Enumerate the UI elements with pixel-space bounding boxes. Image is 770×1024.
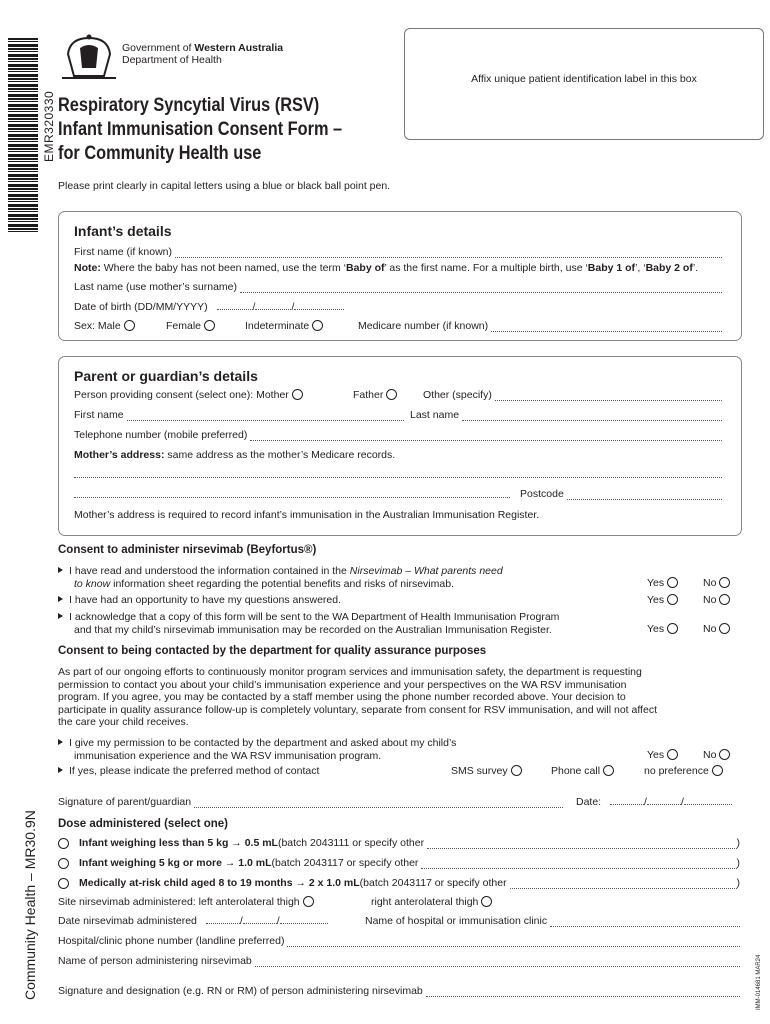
radio-circle-icon[interactable]	[511, 765, 522, 776]
postcode-field[interactable]: Postcode	[520, 488, 722, 500]
radio-circle-icon[interactable]	[719, 623, 730, 634]
hospital-name-field[interactable]: Name of hospital or immunisation clinic	[365, 915, 740, 927]
infant-note: Note: Where the baby has not been named, use the term ‘Baby of’ as the first name. For a multiple birth, use ‘Baby 1 of’, ‘Baby 2 of’.	[74, 262, 699, 274]
print-instruction: Please print clearly in capital letters using a blue or black ball point pen.	[58, 180, 391, 192]
radio-circle-icon[interactable]	[58, 838, 69, 849]
medicare-number-field[interactable]: Medicare number (if known)	[358, 320, 722, 332]
radio-circle-icon[interactable]	[481, 896, 492, 907]
emr-code: EMR320330	[42, 90, 56, 162]
telephone-field[interactable]: Telephone number (mobile preferred)	[74, 429, 722, 441]
consent-item-2: I have had an opportunity to have my questions answered.	[58, 594, 341, 606]
radio-circle-icon[interactable]	[667, 749, 678, 760]
infant-heading: Infant’s details	[74, 223, 172, 239]
address-note: Mother’s address is required to record infant’s immunisation in the Australian Immunisation Register.	[74, 509, 540, 521]
parent-last-name-field[interactable]: Last name	[410, 409, 722, 421]
qa-no[interactable]: No	[703, 749, 730, 761]
patient-label-box: Affix unique patient identification label in this box	[404, 28, 764, 140]
department-name: Department of Health	[122, 54, 222, 66]
consent-item-1: I have read and understood the information contained in the Nirsevimab – What parents need to know information sheet regarding the potential benefits and risks of nirsevimab.	[58, 565, 638, 590]
infant-first-name-field[interactable]: First name (if known)	[74, 246, 722, 258]
radio-circle-icon[interactable]	[292, 389, 303, 400]
sex-male-option[interactable]: Sex: Male	[74, 320, 135, 332]
sex-female-option[interactable]: Female	[166, 320, 215, 332]
site-right-option[interactable]: right anterolateral thigh	[371, 896, 492, 908]
barcode	[8, 38, 38, 234]
parent-heading: Parent or guardian’s details	[74, 368, 258, 384]
qa-item-1: I give my permission to be contacted by the department and asked about my child’s immunisation experience and the WA RSV immunisation program.	[58, 737, 538, 762]
radio-circle-icon[interactable]	[58, 858, 69, 869]
radio-circle-icon[interactable]	[58, 878, 69, 889]
consent-father-option[interactable]: Father	[353, 389, 397, 401]
qa-item-2: If yes, please indicate the preferred method of contact	[58, 765, 319, 777]
radio-circle-icon[interactable]	[204, 320, 215, 331]
bullet-triangle-icon	[58, 739, 63, 745]
radio-circle-icon[interactable]	[312, 320, 323, 331]
dose-option-2[interactable]: Infant weighing 5 kg or more → 1.0 mL (batch 2043117 or specify other )	[58, 857, 740, 869]
dose-option-3[interactable]: Medically at-risk child aged 8 to 19 months → 2 x 1.0 mL (batch 2043117 or specify other )	[58, 877, 740, 889]
bullet-triangle-icon	[58, 567, 63, 573]
consent-3-no[interactable]: No	[703, 623, 730, 635]
radio-circle-icon[interactable]	[603, 765, 614, 776]
bullet-triangle-icon	[58, 613, 63, 619]
infant-dob-field[interactable]: Date of birth (DD/MM/YYYY) / /	[74, 301, 344, 313]
radio-circle-icon[interactable]	[667, 577, 678, 588]
address-line-1[interactable]	[74, 477, 722, 478]
date-administered-field[interactable]: Date nirsevimab administered / /	[58, 915, 328, 927]
consent-1-no[interactable]: No	[703, 577, 730, 589]
contact-phone-option[interactable]: Phone call	[551, 765, 614, 777]
form-code: Community Health – MR30.9N	[22, 810, 38, 1000]
dose-heading: Dose administered (select one)	[58, 818, 228, 830]
parent-signature-field[interactable]: Signature of parent/guardian	[58, 796, 563, 808]
wa-crest-logo	[60, 34, 118, 80]
contact-nopref-option[interactable]: no preference	[644, 765, 723, 777]
qa-yes[interactable]: Yes	[647, 749, 678, 761]
clinic-phone-field[interactable]: Hospital/clinic phone number (landline preferred)	[58, 935, 740, 947]
radio-circle-icon[interactable]	[719, 577, 730, 588]
radio-circle-icon[interactable]	[712, 765, 723, 776]
parent-first-name-field[interactable]: First name	[74, 409, 404, 421]
bullet-triangle-icon	[58, 596, 63, 602]
radio-circle-icon[interactable]	[667, 594, 678, 605]
address-line-2[interactable]	[74, 497, 510, 498]
consent-heading: Consent to administer nirsevimab (Beyfortus®)	[58, 544, 317, 556]
radio-circle-icon[interactable]	[719, 594, 730, 605]
print-code: IMM-014681 MAR24	[756, 954, 762, 1010]
page-title: Respiratory Syncytial Virus (RSV) Infant Immunisation Consent Form – for Community Health use	[58, 95, 343, 164]
qa-paragraph: As part of our ongoing efforts to continuously monitor program services and immunisation safety, the department is requesting permission to contact you about your child’s immunisation experience and your perspectives on the WA RSV immunisation program. If you agree, you may be contacted by a staff member using the phone number recorded above. Your decision to participate in quality assurance follow-up is completely voluntary, separate from consent for RSV immunisation, and will not affect the care your child receives.	[58, 666, 657, 728]
administering-person-field[interactable]: Name of person administering nirsevimab	[58, 955, 740, 967]
bullet-triangle-icon	[58, 767, 63, 773]
radio-circle-icon[interactable]	[124, 320, 135, 331]
contact-sms-option[interactable]: SMS survey	[451, 765, 522, 777]
consent-mother-option[interactable]: Person providing consent (select one): Mother	[74, 389, 303, 401]
radio-circle-icon[interactable]	[667, 623, 678, 634]
consent-2-no[interactable]: No	[703, 594, 730, 606]
consent-other-field[interactable]: Other (specify)	[423, 389, 722, 401]
consent-1-yes[interactable]: Yes	[647, 577, 678, 589]
radio-circle-icon[interactable]	[719, 749, 730, 760]
infant-last-name-field[interactable]: Last name (use mother’s surname)	[74, 281, 722, 293]
qa-heading: Consent to being contacted by the department for quality assurance purposes	[58, 645, 487, 657]
administering-signature-field[interactable]: Signature and designation (e.g. RN or RM) of person administering nirsevimab	[58, 985, 740, 997]
site-left-option[interactable]: Site nirsevimab administered: left anterolateral thigh	[58, 896, 314, 908]
parent-signature-date[interactable]: Date: / /	[576, 796, 732, 808]
consent-3-yes[interactable]: Yes	[647, 623, 678, 635]
consent-2-yes[interactable]: Yes	[647, 594, 678, 606]
mothers-address-label: Mother’s address: same address as the mother’s Medicare records.	[74, 449, 396, 461]
sex-indeterminate-option[interactable]: Indeterminate	[245, 320, 323, 332]
consent-item-3: I acknowledge that a copy of this form will be sent to the WA Department of Health Immunisation Program and that my child’s nirsevimab immunisation may be recorded on the Australian Immunisation Register.	[58, 611, 658, 636]
radio-circle-icon[interactable]	[386, 389, 397, 400]
radio-circle-icon[interactable]	[303, 896, 314, 907]
government-name: Government of Western Australia Department of Health	[122, 42, 284, 66]
dose-option-1[interactable]: Infant weighing less than 5 kg → 0.5 mL (batch 2043111 or specify other )	[58, 837, 740, 849]
